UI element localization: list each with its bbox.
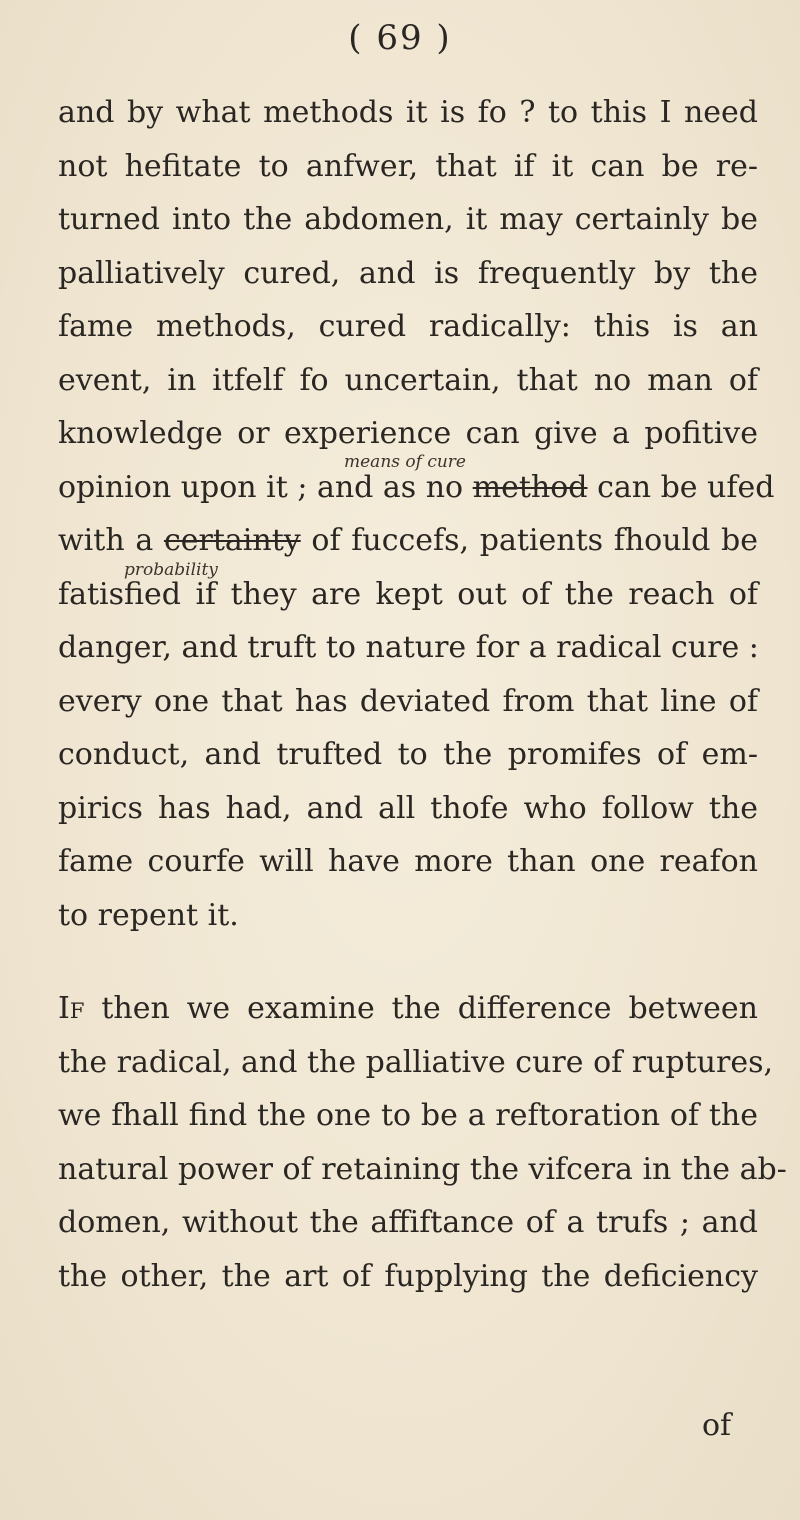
text-line: every one that has deviated from that line of [58,683,758,719]
text-line: danger, and truft to nature for a radical cure : [58,630,759,665]
text-line: the other, the art of fupplying the deficiency [58,1258,758,1294]
text-line: event, in itfelf fo uncertain, that no man of [58,362,758,398]
struck-word-method: method [472,469,588,505]
text-fragment: with a [58,523,154,558]
paragraph-first-line [58,982,758,1036]
text-line: we fhall find the one to be a reftoration of the [58,1098,758,1133]
text-line: the radical, and the palliative cure of ruptures, [58,1044,774,1080]
handwritten-annotation-probability: probability [124,560,218,580]
page-number: ( 69 ) [348,18,452,58]
text-line: fame methods, cured radically: this is an [58,309,758,344]
text-line: palliatively cured, and is frequently by the [58,255,758,291]
paragraph-gap [58,942,758,982]
text-line: turned into the abdomen, it may certainly be [58,202,758,237]
text-fragment: opinion upon it ; and as no [58,469,464,505]
text-line: and by what methods it is fo ? to this I need [58,95,758,130]
text-fragment: then we examine the difference between [101,991,758,1026]
text-line: not hefitate to anfwer, that if it can be re- [58,148,758,184]
handwritten-annotation-means-of-cure: means of cure [344,452,466,472]
text-line-with-strike [58,461,775,515]
small-caps-opening: If [58,991,85,1026]
struck-word-certainty: certainty [163,523,301,558]
text-fragment: can be ufed [597,469,775,505]
text-line: knowledge or experience can give a pofitive [58,416,758,451]
catchword: of [702,1408,732,1443]
text-line-with-strike [58,514,758,568]
text-line: fame courfe will have more than one reafon [58,844,758,879]
text-line: conduct, and trufted to the promifes of em- [58,737,758,772]
body-text [58,86,787,1303]
text-line: pirics has had, and all thofe who follow the [58,790,758,826]
text-line: fatisfied if they are kept out of the reach of [58,576,758,612]
text-fragment: of fuccefs, patients fhould be [311,523,758,558]
text-line: domen, without the affiftance of a trufs ; and [58,1205,758,1240]
text-line: natural power of retaining the vifcera in the ab- [58,1151,787,1187]
paragraph-last-line: to repent it. [58,897,239,933]
